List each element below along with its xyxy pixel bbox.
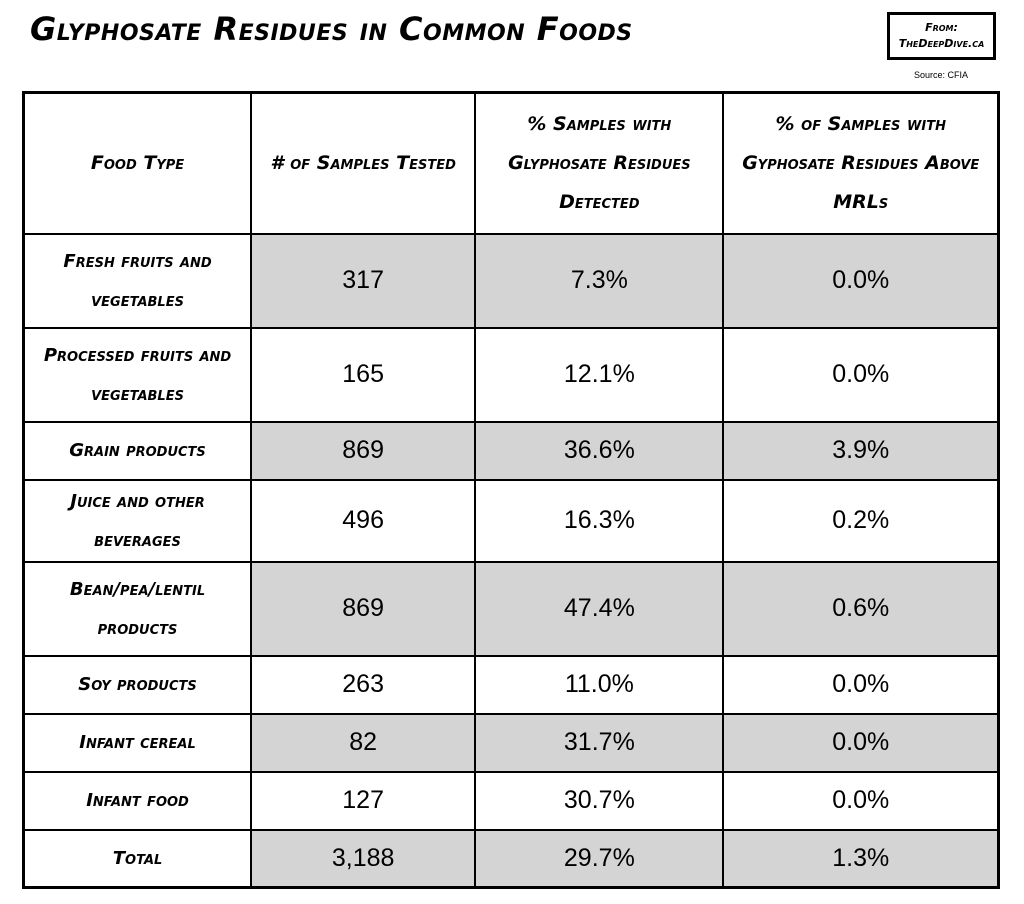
cell-food: Total (24, 830, 252, 888)
cell-samples: 263 (251, 656, 475, 714)
cell-food: Juice and other beverages (24, 480, 252, 562)
cell-samples: 317 (251, 234, 475, 328)
table-header-row (24, 93, 999, 234)
cell-detected: 12.1% (475, 328, 723, 422)
table-row (24, 772, 999, 830)
source-note: Source: CFIA (914, 70, 969, 80)
cell-above: 0.0% (723, 714, 998, 772)
cell-above: 0.6% (723, 562, 998, 656)
cell-samples: 869 (251, 562, 475, 656)
cell-detected: 36.6% (475, 422, 723, 480)
page-title: Glyphosate Residues in Common Foods (30, 10, 633, 48)
cell-detected: 29.7% (475, 830, 723, 888)
table-row (24, 480, 999, 562)
cell-food: Infant cereal (24, 714, 252, 772)
cell-food: Bean/pea/lentil products (24, 562, 252, 656)
badge-site: TheDeepDive.ca (898, 37, 985, 50)
column-header-food-type: Food Type (24, 93, 252, 234)
column-header-samples: # of Samples Tested (251, 93, 475, 234)
table-row (24, 234, 999, 328)
cell-samples: 496 (251, 480, 475, 562)
table-row (24, 328, 999, 422)
cell-above: 3.9% (723, 422, 998, 480)
column-header-detected: % Samples with Glyphosate Residues Detected (475, 93, 723, 234)
cell-detected: 47.4% (475, 562, 723, 656)
cell-above: 0.0% (723, 656, 998, 714)
cell-detected: 7.3% (475, 234, 723, 328)
cell-samples: 82 (251, 714, 475, 772)
cell-samples: 165 (251, 328, 475, 422)
cell-above: 0.0% (723, 234, 998, 328)
residue-table (22, 91, 1000, 889)
cell-food: Soy products (24, 656, 252, 714)
cell-samples: 869 (251, 422, 475, 480)
column-header-above-mrl: % of Samples with Gyphosate Residues Above MRLs (723, 93, 998, 234)
cell-above: 0.2% (723, 480, 998, 562)
table-row-total (24, 830, 999, 888)
cell-detected: 16.3% (475, 480, 723, 562)
cell-food: Fresh fruits and vegetables (24, 234, 252, 328)
cell-food: Processed fruits and vegetables (24, 328, 252, 422)
table-row (24, 422, 999, 480)
badge-from: From: (925, 21, 958, 34)
cell-above: 0.0% (723, 772, 998, 830)
cell-samples: 127 (251, 772, 475, 830)
table-row (24, 714, 999, 772)
table-row (24, 562, 999, 656)
cell-samples: 3,188 (251, 830, 475, 888)
cell-food: Grain products (24, 422, 252, 480)
source-badge (887, 12, 996, 60)
table-row (24, 656, 999, 714)
cell-detected: 31.7% (475, 714, 723, 772)
cell-food: Infant food (24, 772, 252, 830)
cell-above: 0.0% (723, 328, 998, 422)
cell-detected: 30.7% (475, 772, 723, 830)
cell-detected: 11.0% (475, 656, 723, 714)
cell-above: 1.3% (723, 830, 998, 888)
